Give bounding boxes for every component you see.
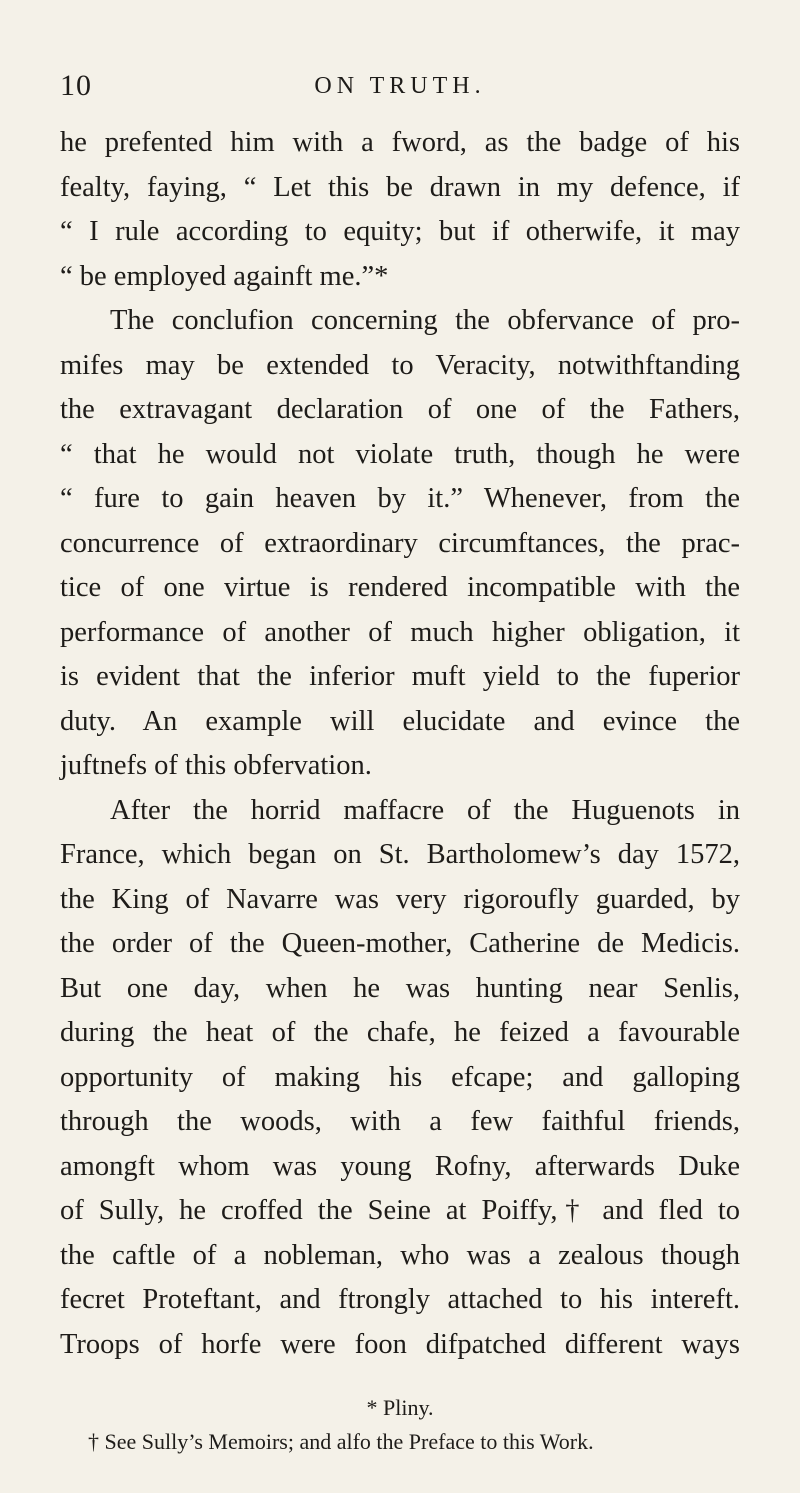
text-line: fecret Proteftant, and ftrongly attached to his intereft. — [60, 1284, 740, 1315]
text-line: the caftle of a nobleman, who was a zealous though — [60, 1239, 740, 1271]
text-line: duty. An example will elucidate and evince the — [60, 705, 740, 737]
page-header — [60, 62, 740, 112]
text-line: “ I rule according to equity; but if otherwife, it may — [60, 216, 740, 247]
text-line: mifes may be extended to Veracity, notwithftanding — [60, 349, 740, 381]
text-line: the extravagant declaration of one of the Fathers, — [60, 394, 740, 425]
text-line: amongft whom was young Rofny, afterwards Duke — [60, 1150, 740, 1182]
text-line: opportunity of making his efcape; and galloping — [60, 1061, 740, 1093]
text-line: the King of Navarre was very rigoroufly guarded, by — [60, 883, 740, 915]
text-line: through the woods, with a few faithful friends, — [60, 1106, 740, 1137]
text-line: the order of the Queen-mother, Catherine de Medicis. — [60, 928, 740, 959]
running-head: ON TRUTH. — [314, 73, 486, 99]
text-line: The conclufion concerning the obfervance of pro- — [110, 305, 740, 336]
text-line: during the heat of the chafe, he feized a favourable — [60, 1017, 740, 1048]
text-line: fealty, faying, “ Let this be drawn in my defence, if — [60, 171, 740, 203]
text-line: performance of another of much higher obligation, it — [60, 616, 740, 648]
text-line: concurrence of extraordinary circumftances, the prac- — [60, 527, 740, 559]
page-number: 10 — [60, 69, 92, 102]
text-line: “ be employed againft me.”* — [60, 260, 389, 292]
text-line: After the horrid maffacre of the Huguenots in — [110, 794, 740, 826]
footnote-sully: † See Sully’s Memoirs; and alfo the Preface to this Work. — [88, 1429, 594, 1454]
footnote-pliny: * Pliny. — [366, 1395, 434, 1420]
body-text — [60, 121, 740, 1367]
text-line: “ fure to gain heaven by it.” Whenever, from the — [60, 483, 740, 514]
text-line: But one day, when he was hunting near Senlis, — [60, 972, 740, 1004]
text-line: of Sully, he croffed the Seine at Poiffy,† and fled to — [60, 1195, 740, 1226]
text-line: “ that he would not violate truth, though he were — [60, 438, 740, 470]
text-line: Troops of horfe were foon difpatched different ways — [60, 1328, 740, 1360]
footnotes — [60, 1391, 740, 1459]
text-line: juftnefs of this obfervation. — [60, 750, 372, 781]
text-line: France, which began on St. Bartholomew’s day 1572, — [60, 839, 740, 870]
text-line: he prefented him with a fword, as the badge of his — [60, 127, 740, 158]
text-line: tice of one virtue is rendered incompatible with the — [60, 572, 740, 603]
text-line: is evident that the inferior muft yield to the fuperior — [60, 661, 740, 692]
